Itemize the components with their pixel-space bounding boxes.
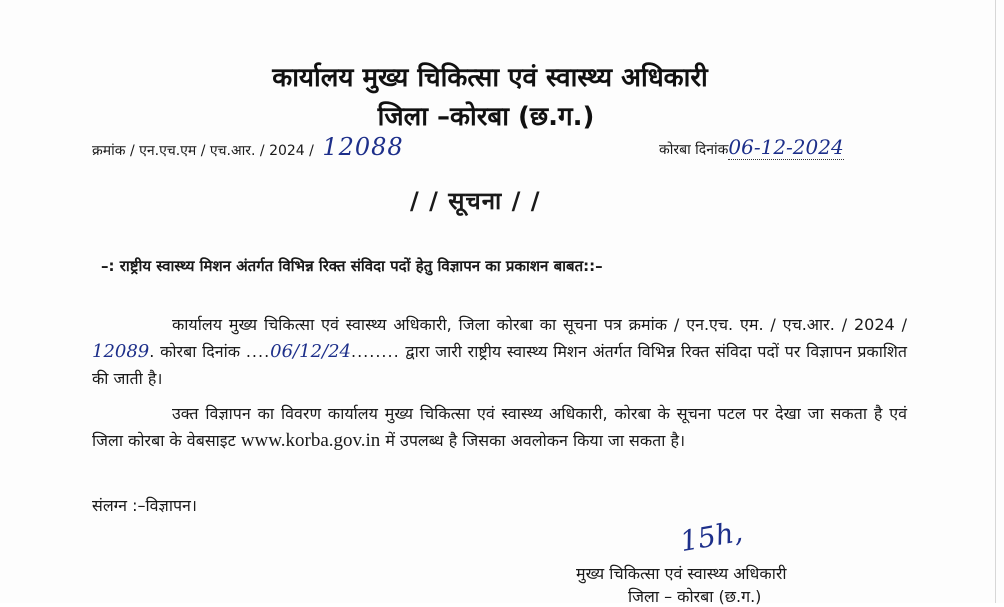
signature-initials: 15h,	[677, 514, 745, 559]
reference-handwritten-number: 12088	[322, 133, 404, 161]
date-label: कोरबा दिनांक	[659, 142, 729, 158]
reference-prefix: क्रमांक / एन.एच.एम / एच.आर. / 2024 /	[92, 143, 314, 159]
office-title: कार्यालय मुख्य चिकित्सा एवं स्वास्थ्य अधिकारी	[272, 63, 708, 93]
para1-text-a: कार्यालय मुख्य चिकित्सा एवं स्वास्थ्य अधिकारी, जिला कोरबा का सूचना पत्र क्रमांक / एन.एच. एम. / एच.आर. / 2024 /	[172, 315, 907, 334]
para1-text-c: द्वारा जारी राष्ट्रीय स्वास्थ्य मिशन अंतर्गत विभिन्न रिक्त संविदा पदों पर विज्ञापन प्रकाशित की जाती है।	[92, 342, 908, 388]
handwritten-date: 06-12-2024	[728, 135, 844, 159]
para1-dots-after: ........	[351, 342, 400, 361]
para2-text-b: में उपलब्ध है जिसका अवलोकन किया जा सकता है।	[380, 431, 686, 450]
district-title: जिला –कोरबा (छ.ग.)	[377, 102, 595, 132]
notice-heading: / / सूचना / /	[410, 187, 541, 215]
para1-handwritten-date: 06/12/24	[270, 341, 351, 362]
reference-date	[659, 135, 844, 159]
para1-dots-before: ....	[245, 342, 271, 361]
website-link[interactable]: www.korba.gov.in	[240, 430, 381, 451]
signatory-designation: मुख्य चिकित्सा एवं स्वास्थ्य अधिकारी	[576, 564, 787, 583]
para1-handwritten-number: 12089	[92, 341, 150, 362]
para2-text-a: उक्त विज्ञापन का विवरण कार्यालय मुख्य चिकित्सा एवं स्वास्थ्य अधिकारी, कोरबा के सूचना पटल पर देखा जा सकता है एवं जिला कोरबा के वेबसाइट	[92, 404, 907, 450]
subject-line: –: राष्ट्रीय स्वास्थ्य मिशन अंतर्गत विभिन्न रिक्त संविदा पदों हेतु विज्ञापन का प्रकाशन बाबत::–	[101, 257, 603, 275]
signatory-place: जिला – कोरबा (छ.ग.)	[628, 587, 762, 606]
body-paragraph-2	[92, 400, 907, 454]
body-paragraph-1	[92, 311, 907, 392]
scan-edge-line	[995, 0, 996, 603]
reference-number	[92, 133, 404, 161]
attachment-line: संलग्न :–विज्ञापन।	[92, 496, 197, 515]
para1-text-b: . कोरबा दिनांक	[149, 342, 241, 361]
